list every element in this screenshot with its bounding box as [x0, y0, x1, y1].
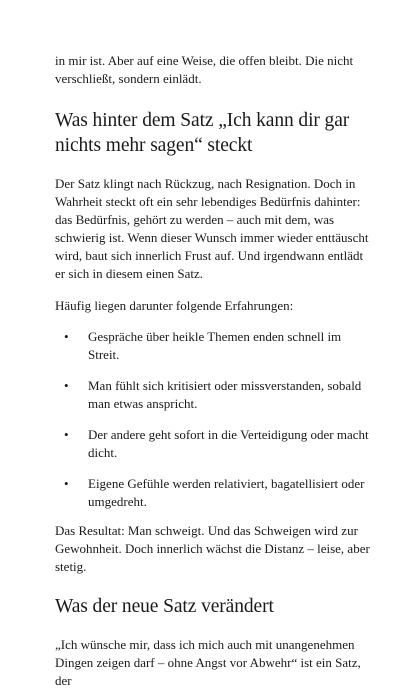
bullet-icon: •: [64, 476, 69, 491]
section1-paragraph-2: Häufig liegen darunter folgende Erfahrungen:: [55, 298, 294, 313]
list-item-text: Man fühlt sich kritisiert oder missverstanden, sobald man etwas anspricht.: [88, 378, 362, 411]
section-heading-satz: Was hinter dem Satz „Ich kann dir gar nichts mehr sagen“ steckt: [55, 110, 350, 156]
list-item: [55, 377, 373, 413]
list-item-text: Eigene Gefühle werden relativiert, bagatellisiert oder umgedreht.: [88, 476, 365, 509]
list-item-text: Gespräche über heikle Themen enden schnell im Streit.: [88, 329, 342, 362]
bullet-icon: •: [64, 427, 69, 442]
list-item: [55, 426, 373, 462]
section-heading-neuer-satz: Was der neue Satz verändert: [55, 596, 274, 617]
section1-paragraph-1: Der Satz klingt nach Rückzug, nach Resignation. Doch in Wahrheit steckt oft ein sehr lebendiges Bedürfnis dahinter: das Bedürfnis, gehört zu werden – auch mit dem, was schwierig ist. Wenn dieser Wunsch immer wieder enttäuscht wird, baut sich innerlich Frust auf. Und irgendwann entlädt er sich in diesem einen Satz.: [55, 176, 369, 281]
document-page: [55, 52, 373, 690]
list-item: [55, 328, 373, 364]
section1-paragraph-3: Das Resultat: Man schweigt. Und das Schweigen wird zur Gewohnheit. Doch innerlich wächst die Distanz – leise, aber stetig.: [55, 523, 370, 574]
list-item: [55, 475, 373, 511]
intro-paragraph: in mir ist. Aber auf eine Weise, die offen bleibt. Die nicht verschließt, sondern einlädt.: [55, 53, 354, 86]
bullet-icon: •: [64, 329, 69, 344]
section2-paragraph-1: „Ich wünsche mir, dass ich mich auch mit unangenehmen Dingen zeigen darf – ohne Angst vor Abwehr“ ist ein Satz, der: [55, 637, 361, 688]
experience-list: [55, 328, 373, 511]
list-item-text: Der andere geht sofort in die Verteidigung oder macht dicht.: [88, 427, 369, 460]
bullet-icon: •: [64, 378, 69, 393]
